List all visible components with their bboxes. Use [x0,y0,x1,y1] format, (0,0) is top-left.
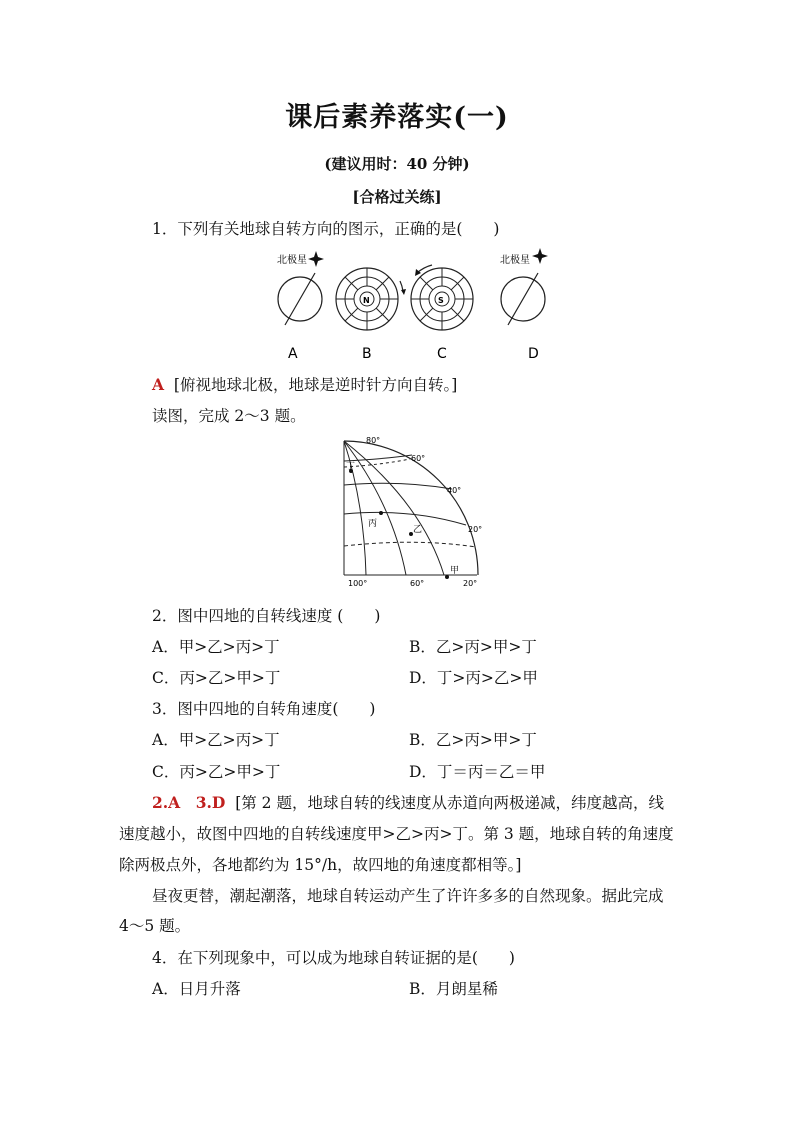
figure-option-b: B [362,346,372,362]
answer-2-3-text: [第 2 题，地球自转的线速度从赤道向两极递减，纬度越高，线 [235,794,664,812]
answer-2-3-line-1 [152,791,664,813]
question-3-option-c: C．丙>乙>甲>丁 [152,763,281,781]
answer-2-3-prefix: 2.A 3.D [152,793,226,812]
question-1-answer [152,373,457,395]
question-3-option-a: A．甲>乙>丙>丁 [152,731,280,749]
map-points [349,469,449,579]
lat-label-40: 40° [447,486,462,495]
question-2-option-c: C．丙>乙>甲>丁 [152,669,281,687]
figure-a-star-label: 北极星 [277,255,307,266]
figure-option-d: D [528,346,539,362]
lat-label-80: 80° [366,436,381,445]
question-3-stem: 3．图中四地的自转角速度( ) [152,700,376,718]
figure-d-globe [501,273,545,325]
intro-2-3: 读图，完成 2～3 题。 [152,407,306,425]
latitude-longitude-map [330,433,490,593]
question-4-option-b: B．月朗星稀 [409,980,498,998]
place-ding-label: 丁 [346,462,356,472]
lat-label-20: 20° [468,525,483,534]
question-1-stem: 1．下列有关地球自转方向的图示，正确的是( ) [152,220,500,238]
section-heading: [合格过关练] [352,188,442,206]
place-yi-label: 乙 [413,525,423,535]
page-title: 课后素养落实(一) [285,102,509,133]
north-star-icon [532,248,548,264]
lon-label-20: 20° [463,579,478,588]
lon-label-100: 100° [348,579,368,588]
figure-b-globe [336,268,406,330]
place-bing-label: 丙 [368,519,378,529]
figure-a-globe [278,273,322,325]
question-2-option-b: B．乙>丙>甲>丁 [409,638,537,656]
question-4-option-a: A．日月升落 [152,980,241,998]
question-1-answer-text: [俯视地球北极，地球是逆时针方向自转。] [173,376,458,394]
lon-label-60: 60° [410,579,425,588]
place-jia-label: 甲 [450,566,460,576]
place-jia-dot [445,575,449,579]
question-3-option-b: B．乙>丙>甲>丁 [409,731,537,749]
question-1-answer-letter: A [152,375,165,394]
figure-option-a: A [288,346,298,362]
intro-4-5-line-1: 昼夜更替，潮起潮落，地球自转运动产生了许许多多的自然现象。据此完成 [152,887,664,905]
time-note: (建议用时：40 分钟) [324,155,470,173]
question-3-option-d: D．丁＝丙＝乙＝甲 [409,763,546,781]
answer-2-3-line-2: 速度越小，故图中四地的自转线速度甲>乙>丙>丁。第 3 题，地球自转的角速度 [119,825,674,843]
question-2-option-d: D．丁>丙>乙>甲 [409,669,538,687]
north-star-icon [308,251,324,267]
figure-c-pole-label: S [438,296,444,305]
question-2-option-a: A．甲>乙>丙>丁 [152,638,280,656]
intro-4-5-line-2: 4～5 题。 [119,917,191,935]
question-4-stem: 4．在下列现象中，可以成为地球自转证据的是( ) [152,949,515,967]
figure-b-pole-label: N [363,296,370,305]
answer-2-3-line-3: 除两极点外，各地都约为 15°/h，故四地的角速度都相等。] [119,856,522,874]
place-bing-dot [379,511,383,515]
figure-option-c: C [437,346,447,362]
question-2-stem: 2．图中四地的自转线速度 ( ) [152,607,381,625]
question-1-figure [270,245,560,370]
figure-d-star-label: 北极星 [500,255,530,266]
lat-label-60: 60° [411,454,426,463]
